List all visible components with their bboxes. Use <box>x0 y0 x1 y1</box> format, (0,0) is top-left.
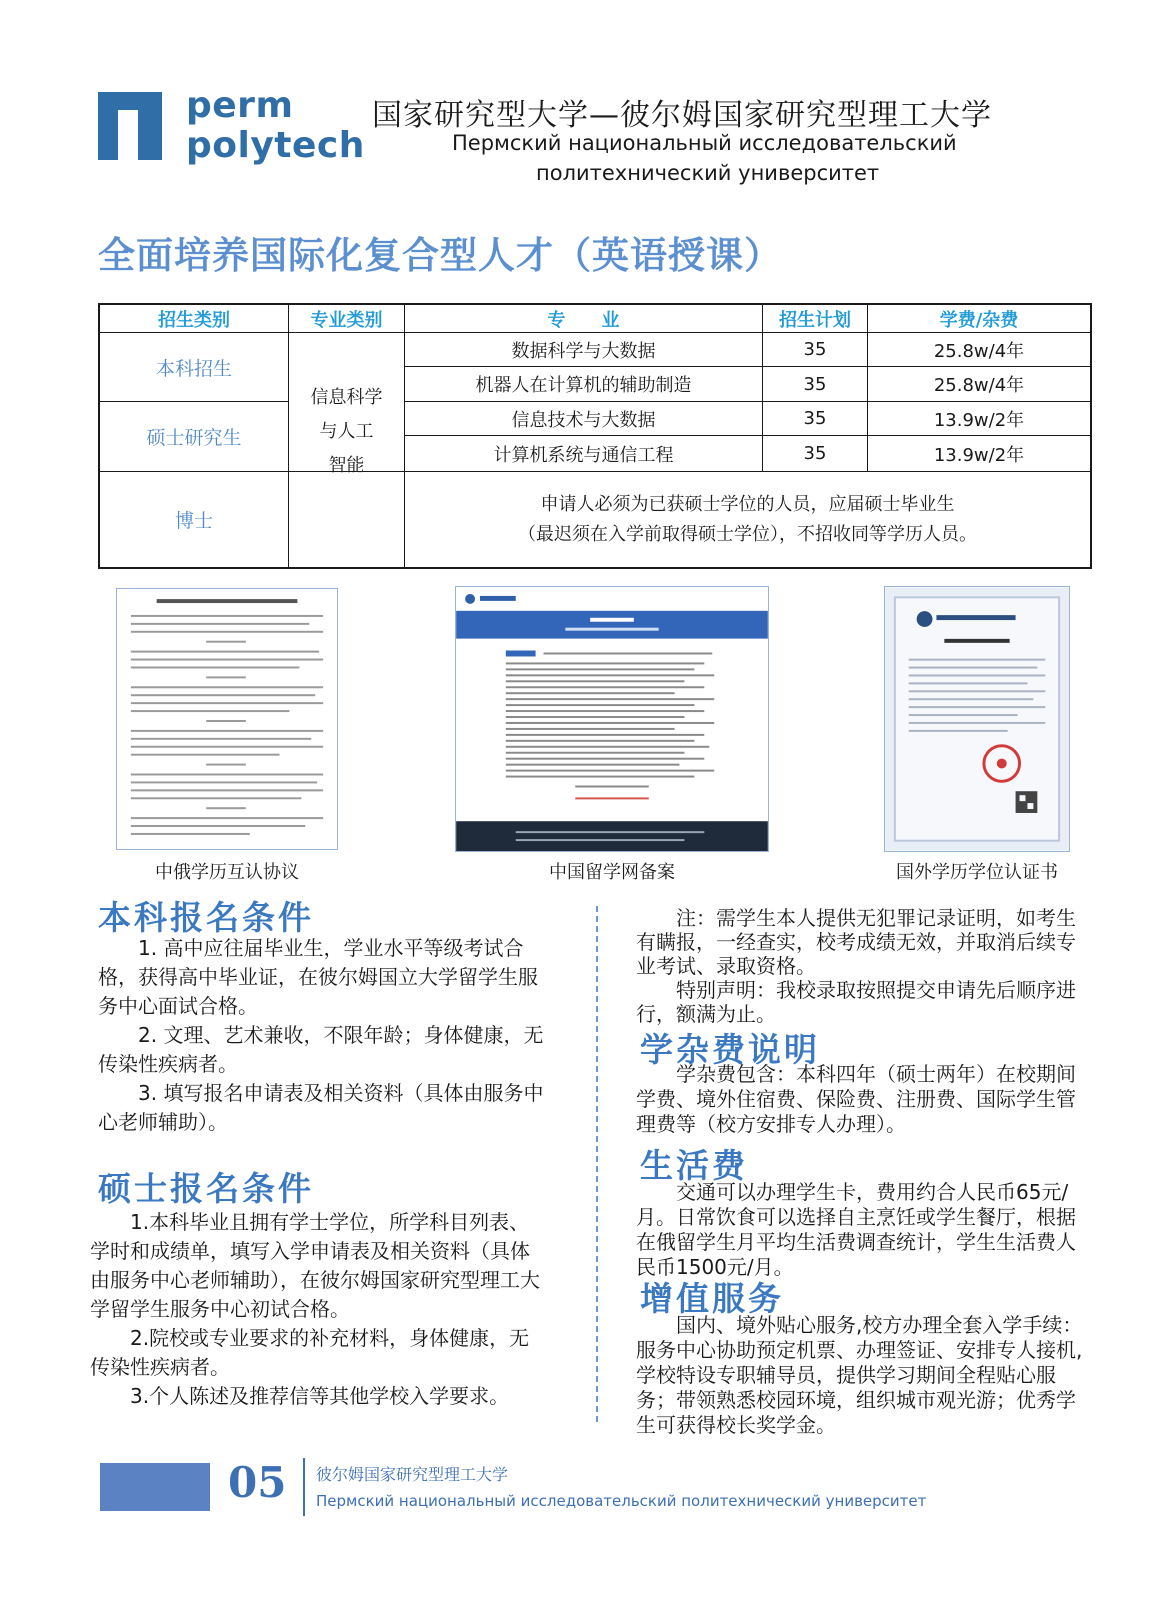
phd-note-line-1: 申请人必须为已获硕士学位的人员，应届硕士毕业生 <box>540 493 955 515</box>
perm-polytech-logo-mark <box>98 92 162 160</box>
caption-agreement: 中俄学历互认协议 <box>155 862 299 883</box>
fees-description: 学杂费包含：本科四年（硕士两年）在校期间学费、境外住宿费、保险费、注册费、国际学生管理费等（校方安排专人办理）。 <box>636 1062 1076 1136</box>
undergrad-requirements-title: 本科报名条件 <box>98 898 314 937</box>
major-cell: 信息技术与大数据 <box>511 409 656 431</box>
phd-requirement-note <box>405 472 1090 567</box>
perm-polytech-logo <box>186 86 365 166</box>
living-cost-text <box>636 1180 1092 1280</box>
university-name-cn: 国家研究型大学—彼尔姆国家研究型理工大学 <box>372 98 992 133</box>
field-info-science-ai <box>289 333 404 567</box>
field-line-3: 智能 <box>328 455 365 476</box>
plan-cell: 35 <box>803 443 827 464</box>
footer-divider <box>303 1458 305 1516</box>
header-field-category: 专业类别 <box>310 309 383 331</box>
undergrad-requirements <box>98 934 546 1137</box>
university-name-ru-line2: политехнический университет <box>536 161 880 185</box>
column-divider <box>596 906 598 1422</box>
services-description: 国内、境外贴心服务,校方办理全套入学手续：服务中心协助预定机票、办理签证、安排专人接机,学校特设专职辅导员，提供学习期间全程贴心服务；带领熟悉校园环境，组织城市观光游；优秀学生可获得校长奖学金。 <box>636 1313 1083 1437</box>
phd-note-line-2: （最迟须在入学前取得硕士学位），不招收同等学历人员。 <box>518 523 977 545</box>
category-phd: 博士 <box>174 510 213 532</box>
note-criminal-record: 注：需学生本人提供无犯罪记录证明，如考生有瞒报，一经查实，校考成绩无效，并取消后续专业考试、录取资格。 <box>636 906 1076 978</box>
requirement-item: 1.本科毕业且拥有学士学位，所学科目列表、学时和成绩单，填写入学申请表及相关资料（具体由服务中心老师辅助），在彼尔姆国家研究型理工大学留学生服务中心初试合格。 <box>90 1210 540 1321</box>
sino-russian-agreement-image <box>116 588 338 850</box>
footer-accent-bar <box>100 1463 210 1511</box>
fee-cell: 13.9w/2年 <box>933 444 1025 466</box>
category-bachelor: 本科招生 <box>155 357 232 380</box>
fee-cell: 25.8w/4年 <box>933 375 1025 396</box>
footer-university-cn: 彼尔姆国家研究型理工大学 <box>316 1465 509 1484</box>
field-line-1: 信息科学 <box>310 387 383 408</box>
fee-cell: 25.8w/4年 <box>933 340 1025 362</box>
requirement-item: 3. 填写报名申请表及相关资料（具体由服务中心老师辅助）。 <box>98 1081 544 1134</box>
caption-certificate: 国外学历学位认证书 <box>896 862 1058 883</box>
admissions-table <box>98 303 1092 569</box>
footer-university-ru: Пермский национальный исследовательский политехнический университет <box>316 1492 927 1510</box>
living-cost-description: 交通可以办理学生卡，费用约合人民币65元/月。日常饮食可以选择自主烹饪或学生餐厅，根据在俄留学生月平均生活费调查统计，学生生活费人民币1500元/月。 <box>636 1180 1076 1279</box>
requirement-item: 3.个人陈述及推荐信等其他学校入学要求。 <box>130 1384 510 1408</box>
admission-notes <box>636 906 1092 1026</box>
master-requirements-title: 硕士报名条件 <box>98 1169 314 1208</box>
value-added-services-text <box>636 1313 1092 1438</box>
requirement-item: 1. 高中应往届毕业生，学业水平等级考试合格，获得高中毕业证，在彼尔姆国立大学留学生服务中心面试合格。 <box>98 936 538 1018</box>
plan-cell: 35 <box>803 373 827 395</box>
plan-cell: 35 <box>803 408 827 429</box>
page-number: 05 <box>228 1458 287 1507</box>
major-cell: 机器人在计算机的辅助制造 <box>475 375 692 396</box>
living-cost-title: 生活费 <box>640 1146 748 1185</box>
header-enrollment-type: 招生类别 <box>158 309 230 331</box>
header-major: 专 业 <box>547 309 620 331</box>
plan-cell: 35 <box>803 339 827 360</box>
university-name-ru-line1: Пермский национальный исследовательский <box>452 131 957 155</box>
fees-text <box>636 1062 1092 1137</box>
logo-line-1: perm <box>186 85 294 126</box>
logo-line-2: polytech <box>186 125 365 166</box>
requirement-item: 2.院校或专业要求的补充材料，身体健康，无传染性疾病者。 <box>90 1326 530 1379</box>
special-statement: 特别声明：我校录取按照提交申请先后顺序进行，额满为止。 <box>636 978 1076 1026</box>
value-added-services-title: 增值服务 <box>640 1279 784 1318</box>
major-cell: 数据科学与大数据 <box>511 340 656 362</box>
major-cell: 计算机系统与通信工程 <box>493 444 674 466</box>
foreign-degree-certificate-image <box>884 586 1070 852</box>
caption-registration: 中国留学网备案 <box>549 862 675 883</box>
requirement-item: 2. 文理、艺术兼收，不限年龄；身体健康，无传染性疾病者。 <box>98 1023 544 1076</box>
main-heading: 全面培养国际化复合型人才（英语授课） <box>98 234 782 277</box>
china-study-abroad-registration-image <box>455 586 769 852</box>
fees-title: 学杂费说明 <box>640 1030 820 1069</box>
field-line-2: 与人工 <box>319 421 374 442</box>
fee-cell: 13.9w/2年 <box>933 409 1025 431</box>
master-requirements <box>90 1208 546 1411</box>
category-master: 硕士研究生 <box>146 427 242 449</box>
header-enrollment-plan: 招生计划 <box>779 309 851 331</box>
header-tuition: 学费/杂费 <box>939 309 1019 331</box>
